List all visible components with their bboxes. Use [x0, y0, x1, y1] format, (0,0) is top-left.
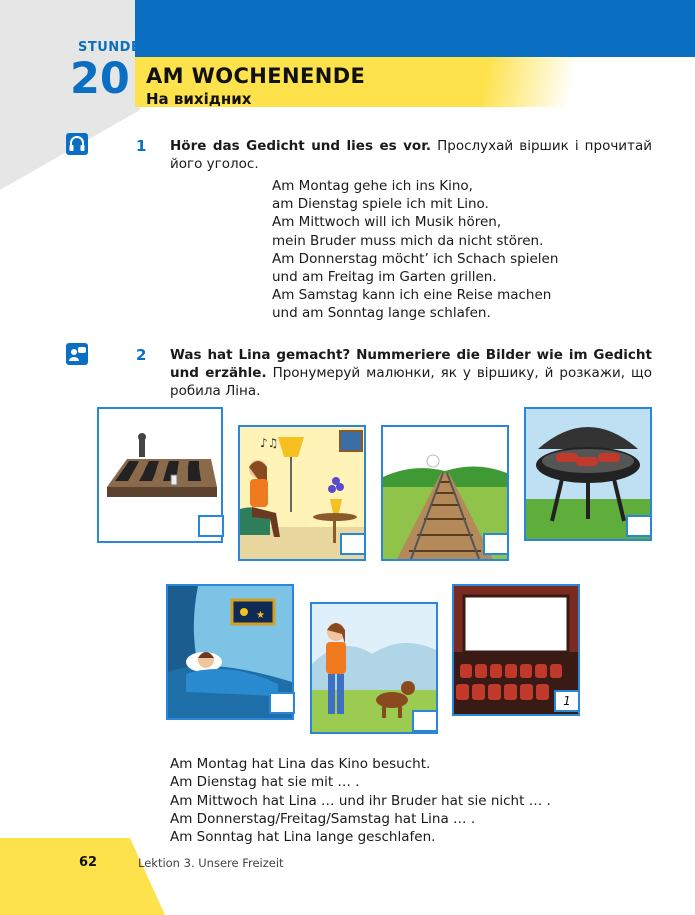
- sentence-list: [170, 755, 551, 846]
- svg-text:★: ★: [256, 610, 265, 621]
- speech-bubbles-icon: [66, 343, 88, 365]
- headphones-icon: [66, 133, 88, 155]
- exercise-2-instruction-ua: Пронумеруй малюнки, як у віршику, й розкажи, що робила Ліна.: [170, 365, 653, 399]
- footer-decoration: [0, 838, 165, 915]
- page-number: 62: [79, 855, 98, 870]
- picture-number-box[interactable]: [626, 515, 652, 537]
- poem-line: mein Bruder muss mich da nicht stören.: [272, 232, 544, 249]
- sentence: Am Dienstag hat sie mit … .: [170, 774, 360, 791]
- sentence: Am Donnerstag/Freitag/Samstag hat Lina … .: [170, 810, 476, 827]
- picture-number-box[interactable]: [340, 533, 366, 555]
- stunde-label: STUNDE: [78, 40, 141, 55]
- poem-line: und am Freitag im Garten grillen.: [272, 269, 497, 286]
- svg-text:♪♫: ♪♫: [260, 436, 279, 450]
- picture-number-box[interactable]: [483, 533, 509, 555]
- lesson-footer-text: Lektion 3. Unsere Freizeit: [138, 856, 284, 870]
- poem-line: Am Mittwoch will ich Musik hören,: [272, 214, 502, 231]
- exercise-2-number: 2: [136, 346, 147, 364]
- sentence: Am Sonntag hat Lina lange geschlafen.: [170, 829, 436, 846]
- poem: [272, 177, 558, 323]
- exercise-1-number: 1: [136, 137, 147, 155]
- sentence: Am Mittwoch hat Lina … und ihr Bruder hat sie nicht … .: [170, 792, 551, 809]
- exercise-1-instruction-ua: Прослухай віршик і прочитай його уголос.: [170, 138, 652, 172]
- exercise-2-instruction-de: Was hat Lina gemacht? Nummeriere die Bilder wie im Gedicht und erzähle.: [170, 347, 652, 381]
- picture-number-box[interactable]: [412, 710, 438, 732]
- page-title: AM WOCHENENDE: [146, 64, 366, 88]
- picture-number-box[interactable]: 1: [554, 690, 580, 712]
- poem-line: Am Montag gehe ich ins Kino,: [272, 178, 473, 194]
- poem-line: Am Samstag kann ich eine Reise machen: [272, 287, 552, 304]
- header-blue-bar: [135, 0, 695, 57]
- lesson-number: 20: [70, 54, 130, 104]
- page-subtitle: На вихідних: [146, 90, 252, 108]
- poem-line: Am Donnerstag möcht’ ich Schach spielen: [272, 250, 559, 267]
- picture-number-box[interactable]: [198, 515, 224, 537]
- exercise-1-instruction-de: Höre das Gedicht und lies es vor.: [170, 138, 432, 154]
- exercise-2-instruction: [170, 346, 652, 400]
- sentence: Am Montag hat Lina das Kino besucht.: [170, 756, 431, 772]
- poem-line: und am Sonntag lange schlafen.: [272, 305, 491, 322]
- exercise-1-instruction: [170, 137, 652, 173]
- poem-line: am Dienstag spiele ich mit Lino.: [272, 196, 489, 213]
- picture-number-box[interactable]: [269, 692, 295, 714]
